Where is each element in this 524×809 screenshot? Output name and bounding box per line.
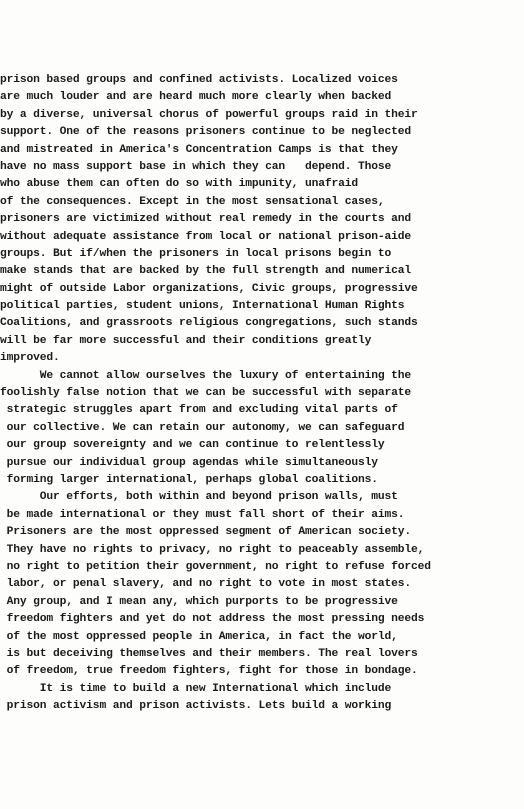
text-line: prison based groups and confined activists. Localized voices [0, 74, 398, 86]
text-line: be made international or they must fall short of their aims. [0, 508, 405, 521]
text-line: will be far more successful and their conditions greatly [0, 334, 372, 347]
text-line: strategic struggles apart from and excluding vital parts of [0, 404, 398, 417]
text-line: Our efforts, both within and beyond prison walls, must [0, 491, 398, 504]
text-line: by a diverse, universal chorus of powerful groups raid in their [0, 108, 418, 121]
text-line: foolishly false notion that we can be successful with separate [0, 387, 412, 400]
text-line: We cannot allow ourselves the luxury of entertaining the [0, 369, 412, 382]
text-line: our collective. We can retain our autonomy, we can safeguard [0, 421, 405, 434]
text-line: might of outside Labor organizations, Civic groups, progressive [0, 282, 418, 295]
text-line: Any group, and I mean any, which purports to be progressive [0, 595, 398, 608]
text-line: prisoners are victimized without real remedy in the courts and [0, 213, 412, 226]
text-line: labor, or penal slavery, and no right to vote in most states. [0, 578, 412, 591]
text-line: without adequate assistance from local or national prison-aide [0, 230, 412, 243]
text-line: pursue our individual group agendas while simultaneously [0, 456, 378, 469]
text-line: freedom fighters and yet do not address the most pressing needs [0, 613, 425, 626]
text-line: They have no rights to privacy, no right to peaceably assemble, [0, 543, 425, 556]
text-line: Prisoners are the most oppressed segment of American society. [0, 526, 412, 539]
text-line: have no mass support base in which they can depend. Those [0, 160, 392, 173]
text-line: no right to petition their government, no right to refuse forced [0, 560, 431, 573]
text-line: our group sovereignty and we can continue to relentlessly [0, 439, 385, 452]
text-line: improved. [0, 352, 60, 365]
text-line: forming larger international, perhaps global coalitions. [0, 473, 378, 486]
text-line: support. One of the reasons prisoners continue to be neglected [0, 126, 412, 139]
text-line: of the most oppressed people in America, in fact the world, [0, 630, 398, 643]
text-line: of freedom, true freedom fighters, fight for those in bondage. [0, 665, 418, 678]
text-line: who abuse them can often do so with impunity, unafraid [0, 178, 358, 191]
text-line: prison activism and prison activists. Lets build a working [0, 700, 392, 713]
body-text [0, 72, 522, 715]
text-line: of the consequences. Except in the most sensational cases, [0, 195, 385, 208]
text-line: is but deceiving themselves and their members. The real lovers [0, 647, 418, 660]
text-line: Coalitions, and grassroots religious congregations, such stands [0, 317, 418, 330]
text-line: It is time to build a new International which include [0, 682, 392, 695]
text-line: groups. But if/when the prisoners in local prisons begin to [0, 247, 392, 260]
text-line: and mistreated in America's Concentration Camps is that they [0, 143, 398, 156]
text-line: make stands that are backed by the full strength and numerical [0, 265, 412, 278]
text-line: political parties, student unions, International Human Rights [0, 300, 405, 313]
text-line: are much louder and are heard much more clearly when backed [0, 91, 392, 104]
